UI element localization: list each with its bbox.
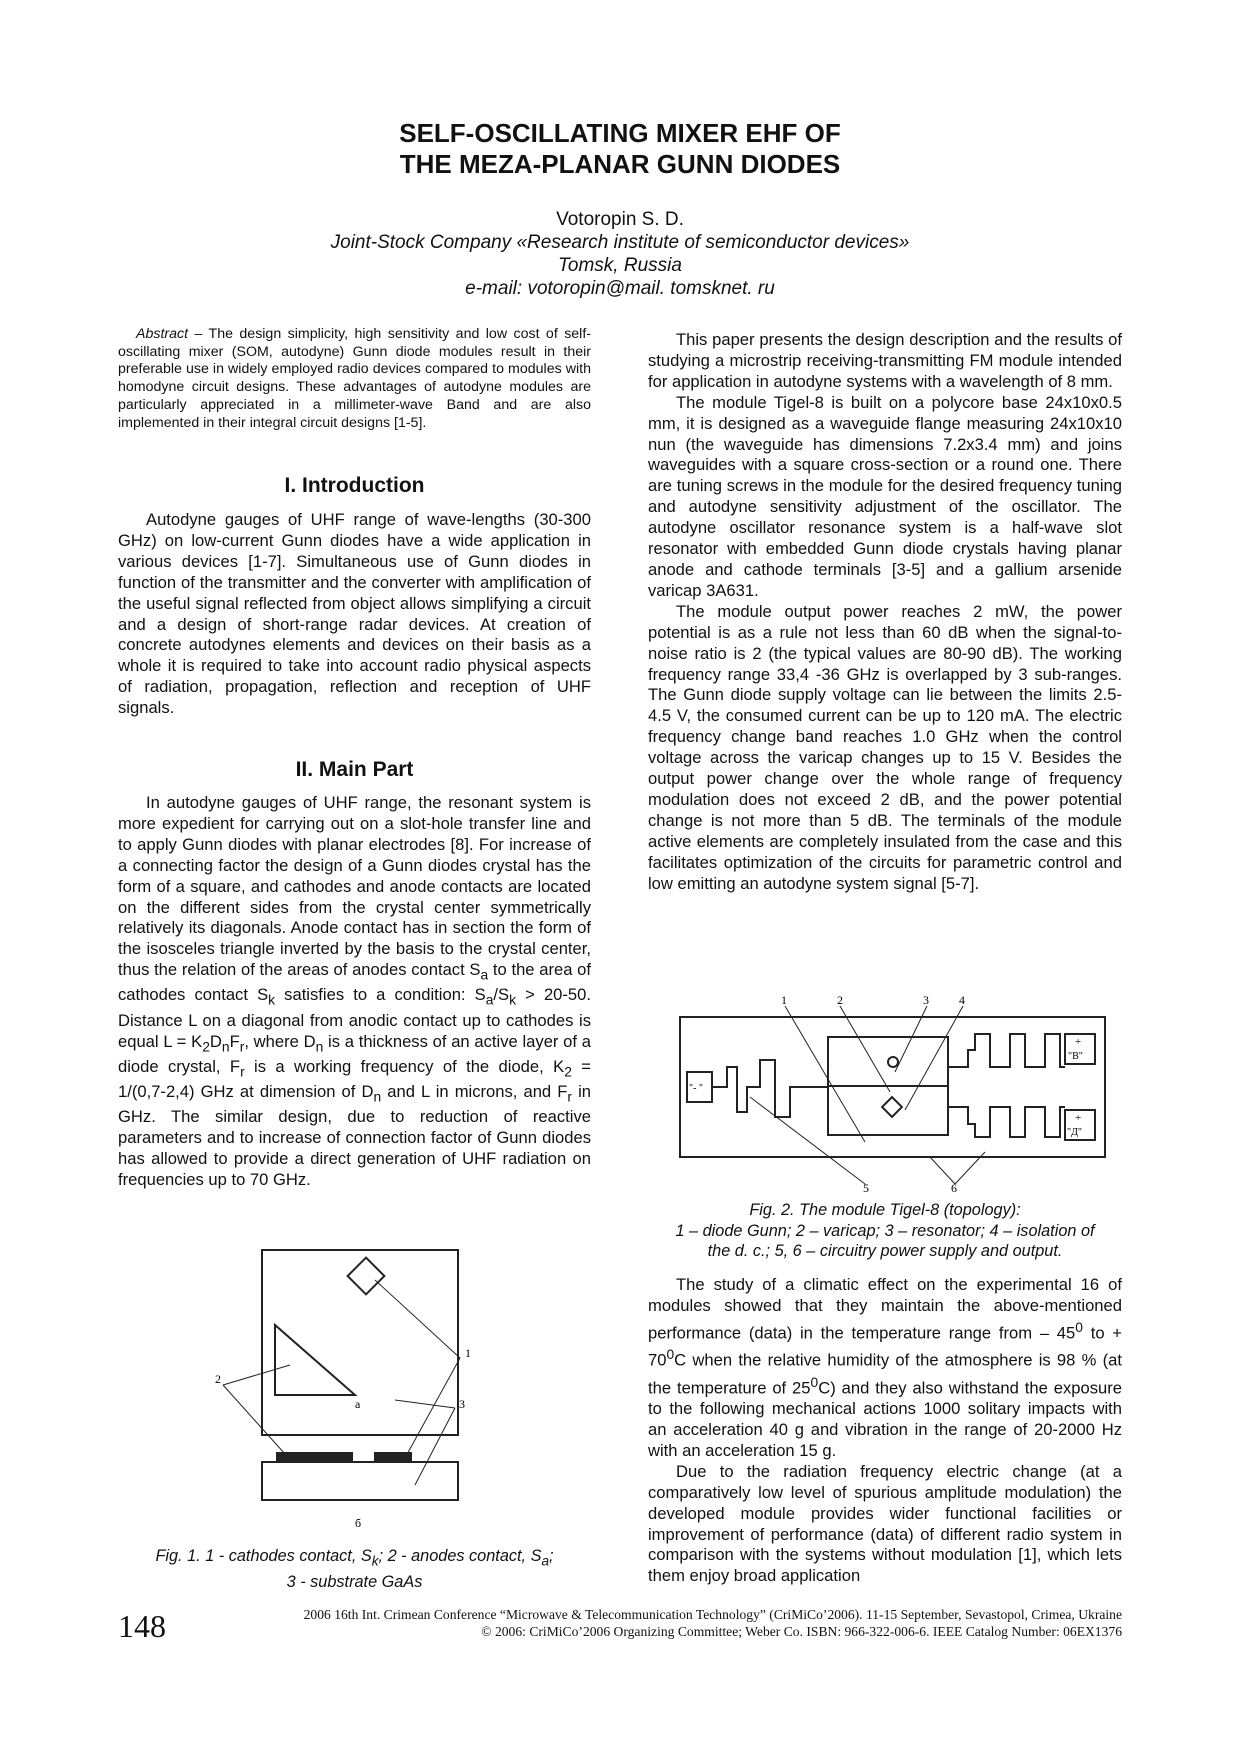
page-number: 148 <box>118 1608 166 1644</box>
fig2-label-4: 4 <box>959 993 965 1007</box>
anode-triangle <box>275 1325 355 1395</box>
abstract-text: – The design simplicity, high sensitivity and low cost of self-oscillating mixer (SOM, autodyne) Gunn diode modules result in their preferable use in widely employed radio devices compared to modules with homodyne circuit designs. These advantages of autodyne modules are particularly appreciated in a millimeter-wave Band and are also implemented in their integral circuit designs [1-5]. <box>118 326 591 431</box>
footer-line-2: © 2006: CriMiCo’2006 Organizing Committee; Weber Co. ISBN: 966-322-006-6. IEEE Catalog Number: 06EX1376 <box>481 1624 1122 1639</box>
fig2-label-plus-d: + <box>1075 1112 1082 1124</box>
conference-info <box>304 1606 1122 1640</box>
fig1-label-3: 3 <box>459 1397 465 1411</box>
paper-title <box>0 118 1240 180</box>
fig2-label-6: 6 <box>951 1181 957 1192</box>
fig1-caption-line-2: 3 - substrate GaAs <box>286 1572 423 1591</box>
fig1-label-b: б <box>355 1516 362 1530</box>
substrate <box>262 1462 458 1500</box>
right-paragraph-5: Due to the radiation frequency electric change (at a comparatively low level of spurious amplitude modulation) the developed module provides wider functional facilities or improvement of performance (data) of different radio system in comparison with the systems without modulation [1], which lets them enjoy broad application <box>648 1461 1122 1586</box>
fig1-label-a: a <box>355 1397 361 1411</box>
abstract-label: Abstract <box>136 326 189 342</box>
affiliation-org: Joint-Stock Company «Research institute of semiconductor devices» <box>330 232 910 253</box>
fig2-label-b: "B" <box>1068 1051 1083 1062</box>
gunn-diode-diamond <box>882 1097 902 1117</box>
author-name: Votoropin S. D. <box>556 209 684 230</box>
anode-contact-section <box>277 1453 352 1462</box>
intro-paragraph: Autodyne gauges of UHF range of wave-lengths (30-300 GHz) on low-current Gunn diodes have a wide application in various devices [1-7]. Simultaneous use of Gunn diodes in function of the transmitter and the converter with amplification of the useful signal reflected from object allows simplifying a circuit and a design of short-range radar devices. At creation of concrete autodynes elements and devices on their basis as a whole it is required to take into account radio physical aspects of radiation, propagation, reflection and reception of UHF signals. <box>118 510 591 718</box>
fig2-label-5: 5 <box>863 1181 869 1192</box>
title-line-1: SELF-OSCILLATING MIXER EHF OF <box>399 118 841 148</box>
fig2-label-1: 1 <box>781 993 787 1007</box>
title-line-2: THE MEZA-PLANAR GUNN DIODES <box>399 149 841 179</box>
figure-2-caption <box>648 1200 1122 1262</box>
right-paragraph-2: The module Tigel-8 is built on a polycore base 24x10x0.5 mm, it is designed as a waveguide flange measuring 24x10x10 nun (the waveguide has dimensions 7.2x3.4 mm) and joins waveguides with a square cross-section or a round one. There are tuning screws in the module for the desired frequency tuning and autodyne sensitivity adjustment of the oscillator. The autodyne oscillator resonance system is a half-wave slot resonator with embedded Gunn diode crystals having planar anode and cathode terminals [3-5] and a gallium arsenide varicap 3A631. <box>648 392 1122 600</box>
fig2-caption-line-3: the d. c.; 5, 6 – circuitry power supply and output. <box>707 1242 1063 1261</box>
right-column-upper <box>648 330 1122 894</box>
fig2-label-d: "Д" <box>1067 1127 1082 1138</box>
cathode-diamond <box>348 1258 385 1295</box>
figure-1-caption <box>118 1546 591 1593</box>
right-column-lower <box>648 1275 1122 1587</box>
main-paragraph: In autodyne gauges of UHF range, the resonant system is more expedient for carrying out on a slot-hole transfer line and to apply Gunn diodes with planar electrodes [8]. For increase of a connecting factor the design of a Gunn diodes crystal has the form of a square, and cathodes and anode contacts are located on the different sides from the crystal center symmetrically relatively its diagonals. Anode contact has in section the form of the isosceles triangle inverted by the basis to the crystal center, thus the relation of the areas of anodes contact $S_a$ to the area of cathodes contact $S_k$ satisfies to a condition: $S_a/S_k > 20-50$. Distance L on a diagonal from anodic contact up to cathodes is equal $L = K_2D_nF_r$, where $D_n$ is a thickness of an active layer of a diode crystal, $F_r$ is a working frequency of the diode, $K_2 = 1/(0,7-2,4)$ GHz at dimension of $D_n$ and L in microns, and $F_r$ in GHz. The similar design, due to reduction of reactive parameters and to increase of connection factor of Gunn diodes has allowed to provide a direct generation of UHF radiation on frequencies up to 70 GHz. <box>118 793 591 1189</box>
main-section <box>118 793 591 1191</box>
intro-section <box>118 510 591 719</box>
varicap-circle <box>888 1057 898 1067</box>
affiliation-email: e-mail: votoropin@mail. tomsknet. ru <box>465 278 775 299</box>
fig2-label-minus: "- " <box>689 1083 703 1094</box>
affiliation <box>0 231 1240 300</box>
fig1-label-2: 2 <box>215 1372 221 1386</box>
footer-line-1: 2006 16th Int. Crimean Conference “Microwave & Telecommunication Technology” (CriMiCo’2006). 11-15 September, Sevastopol, Crimea, Ukraine <box>303 1607 1122 1622</box>
right-paragraph-4: The study of a climatic effect on the experimental 16 of modules showed that they maintain the above-mentioned performance (data) in the temperature range from – $45^0$ to + $70^0C$ when the relative humidity of the atmosphere is 98 % (at the temperature of $25^0C$) and they also withstand the exposure to the following mechanical actions 1000 solitary impacts with an acceleration 40 g and vibration in the range of 20-2000 Hz with an acceleration 15 g. <box>648 1275 1122 1460</box>
lowpass-filter-bottom <box>948 1107 1065 1137</box>
fig1-label-1: 1 <box>465 1346 471 1360</box>
abstract <box>118 326 591 432</box>
fig2-caption-line-2: 1 – diode Gunn; 2 – varicap; 3 – resonator; 4 – isolation of <box>675 1221 1095 1240</box>
figure-1 <box>215 1245 515 1535</box>
lowpass-filter-left <box>712 1060 828 1117</box>
fig2-caption-line-1: Fig. 2. The module Tigel-8 (topology): <box>749 1201 1021 1219</box>
affiliation-city: Tomsk, Russia <box>558 255 682 276</box>
fig2-label-plus-b: + <box>1075 1036 1082 1048</box>
right-paragraph-1: This paper presents the design description and the results of studying a microstrip receiving-transmitting FM module intended for application in autodyne systems with a wavelength of 8 mm. <box>648 330 1122 391</box>
intro-heading: I. Introduction <box>284 474 425 497</box>
lowpass-filter-top <box>948 1034 1065 1067</box>
main-heading: II. Main Part <box>295 758 414 781</box>
fig1-caption-line-1: Fig. 1. 1 - cathodes contact, $S_k$; 2 - anodes contact, $S_a$; <box>155 1547 554 1569</box>
right-paragraph-3: The module output power reaches 2 mW, the power potential is as a rule not less than 60 dB when the signal-to-noise ratio is 2 (the typical values are 80-90 dB). The working frequency range 33,4 -36 GHz is overlapped by 3 sub-ranges. The Gunn diode supply voltage can lie between the limits 2.5-4.5 V, the consumed current can be up to 120 mA. The electric frequency change band reaches 1.0 GHz when the control voltage across the varicap changes up to 15 V. Besides the output power change over the whole range of frequency modulation does not exceed 2 dB, and the power potential change is not more than 5 dB. The terminals of the module active elements are completely insulated from the case and this facilitates optimization of the circuits for parametric control and low emitting an autodyne system signal [5-7]. <box>648 601 1122 893</box>
fig2-label-2: 2 <box>837 993 843 1007</box>
figure-2 <box>665 992 1115 1192</box>
fig2-label-3: 3 <box>923 993 929 1007</box>
